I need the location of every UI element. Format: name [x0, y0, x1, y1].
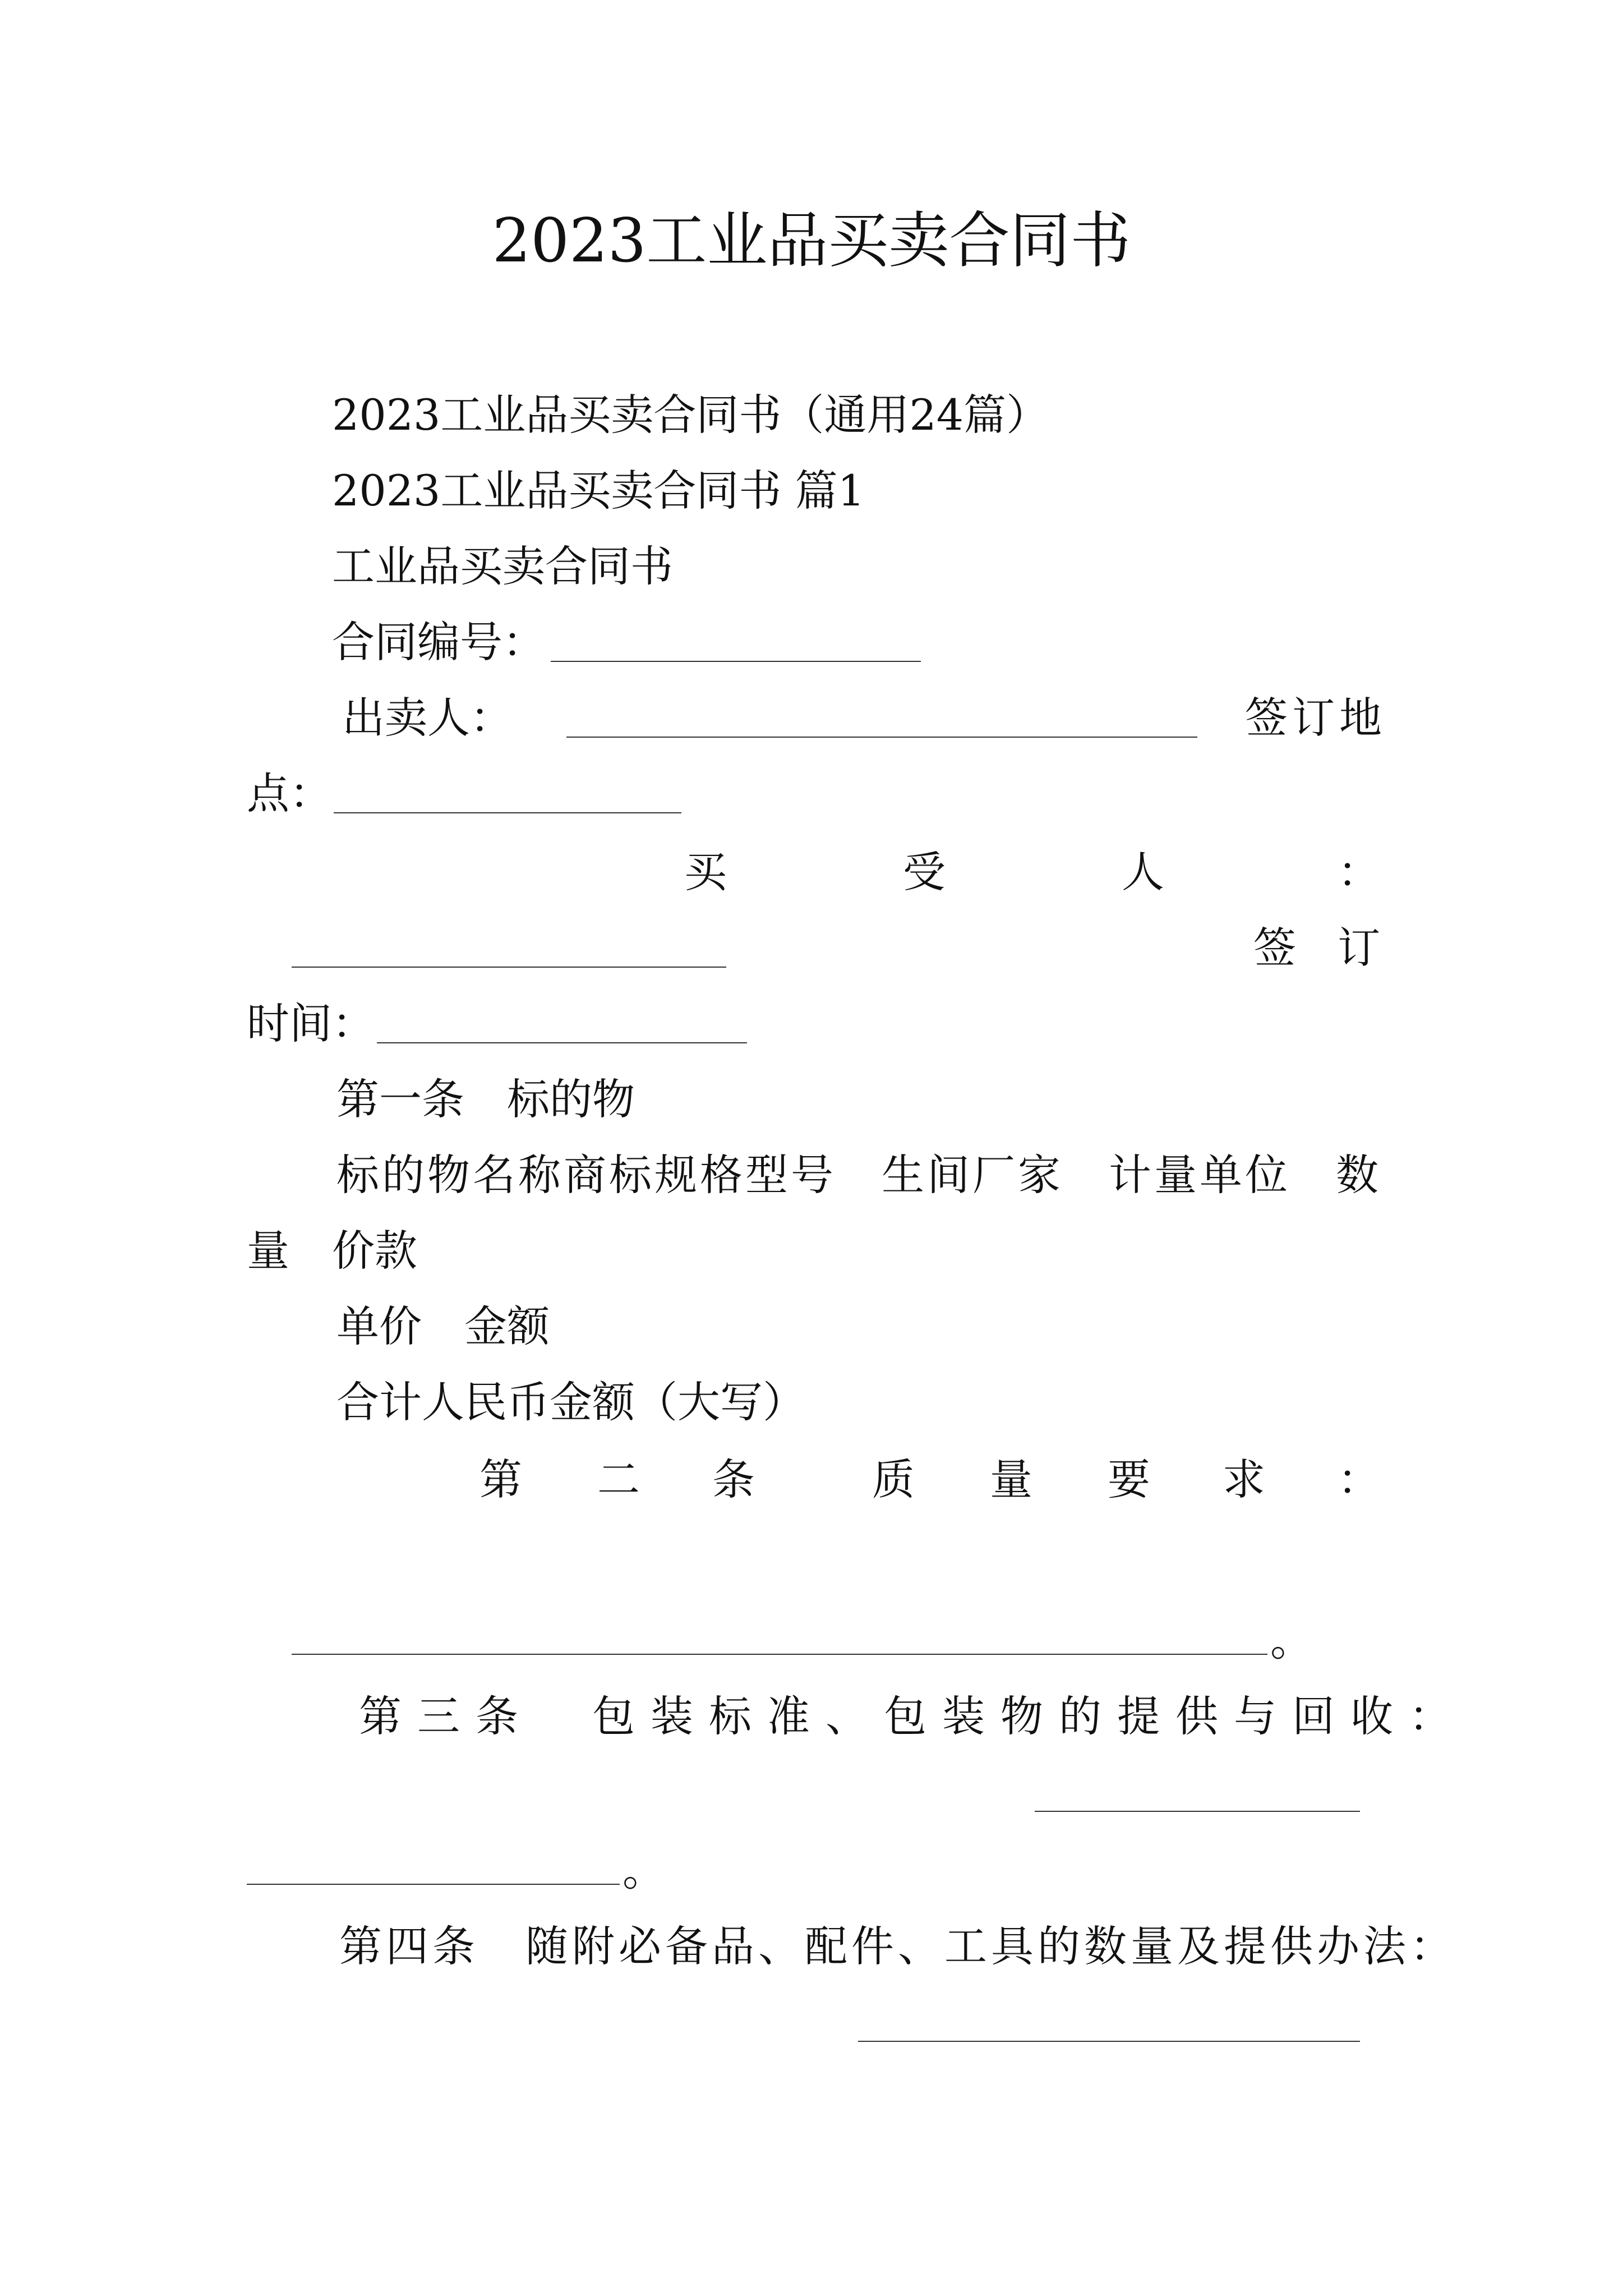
- article-1-columns-cont: 量 价款: [247, 1226, 417, 1276]
- article-1-columns: 标的物名称商标规格型号 生间厂家 计量单位 数: [336, 1150, 1381, 1200]
- sign-time-blank: [377, 1042, 747, 1043]
- article-1-price: 单价 金额: [336, 1301, 550, 1351]
- article-4-title: 第四条 随附必备品、配件、工具的数量及提供办法：: [339, 1921, 1456, 1971]
- accessories-blank: [858, 2041, 1360, 2042]
- document-title: 2023工业品买卖合同书: [492, 206, 1131, 276]
- packaging-blank: [1035, 1811, 1360, 1812]
- seller-label: 出卖人：: [342, 693, 513, 743]
- article-2-char: 质: [872, 1455, 915, 1504]
- buyer-label-char: 买: [684, 847, 727, 897]
- period-mark: 。: [1270, 1616, 1313, 1665]
- buyer-label-char: ：: [1338, 847, 1380, 897]
- seller-blank: [566, 737, 1197, 738]
- packaging-blank-cont: [247, 1884, 620, 1885]
- article-2-char: 量: [990, 1455, 1032, 1504]
- sign-place-label: 签订地: [1245, 693, 1386, 743]
- article-2-char: ：: [1338, 1455, 1380, 1504]
- buyer-label-char: 受: [903, 847, 946, 897]
- contract-number-label: 合同编号：: [332, 617, 545, 667]
- sign-place-label-cont: 点：: [247, 769, 332, 818]
- period-mark: 。: [623, 1846, 665, 1895]
- article-3-title: 第三条 包装标准、包装物的提供与回收：: [359, 1691, 1467, 1741]
- section-heading: 2023工业品买卖合同书 篇1: [332, 466, 865, 516]
- buyer-blank: [292, 967, 726, 968]
- contract-heading: 工业品买卖合同书: [332, 541, 673, 591]
- article-2-char: 第: [479, 1455, 522, 1504]
- article-2-char: 要: [1108, 1455, 1150, 1504]
- sign-time-char: 签: [1253, 923, 1296, 973]
- article-2-char: 求: [1223, 1455, 1265, 1504]
- quality-blank: [292, 1654, 1267, 1655]
- contract-number-blank: [551, 661, 921, 662]
- article-1-title: 第一条 标的物: [336, 1074, 635, 1124]
- article-2-char: 条: [712, 1455, 755, 1504]
- sign-place-blank: [334, 812, 681, 813]
- buyer-label-char: 人: [1122, 847, 1164, 897]
- document-subtitle: 2023工业品买卖合同书（通用24篇）: [332, 390, 1049, 440]
- article-1-total: 合计人民币金额（大写）: [336, 1377, 805, 1427]
- article-2-char: 二: [597, 1455, 640, 1504]
- sign-time-char: 订: [1338, 923, 1380, 973]
- sign-time-label: 时间：: [247, 999, 375, 1048]
